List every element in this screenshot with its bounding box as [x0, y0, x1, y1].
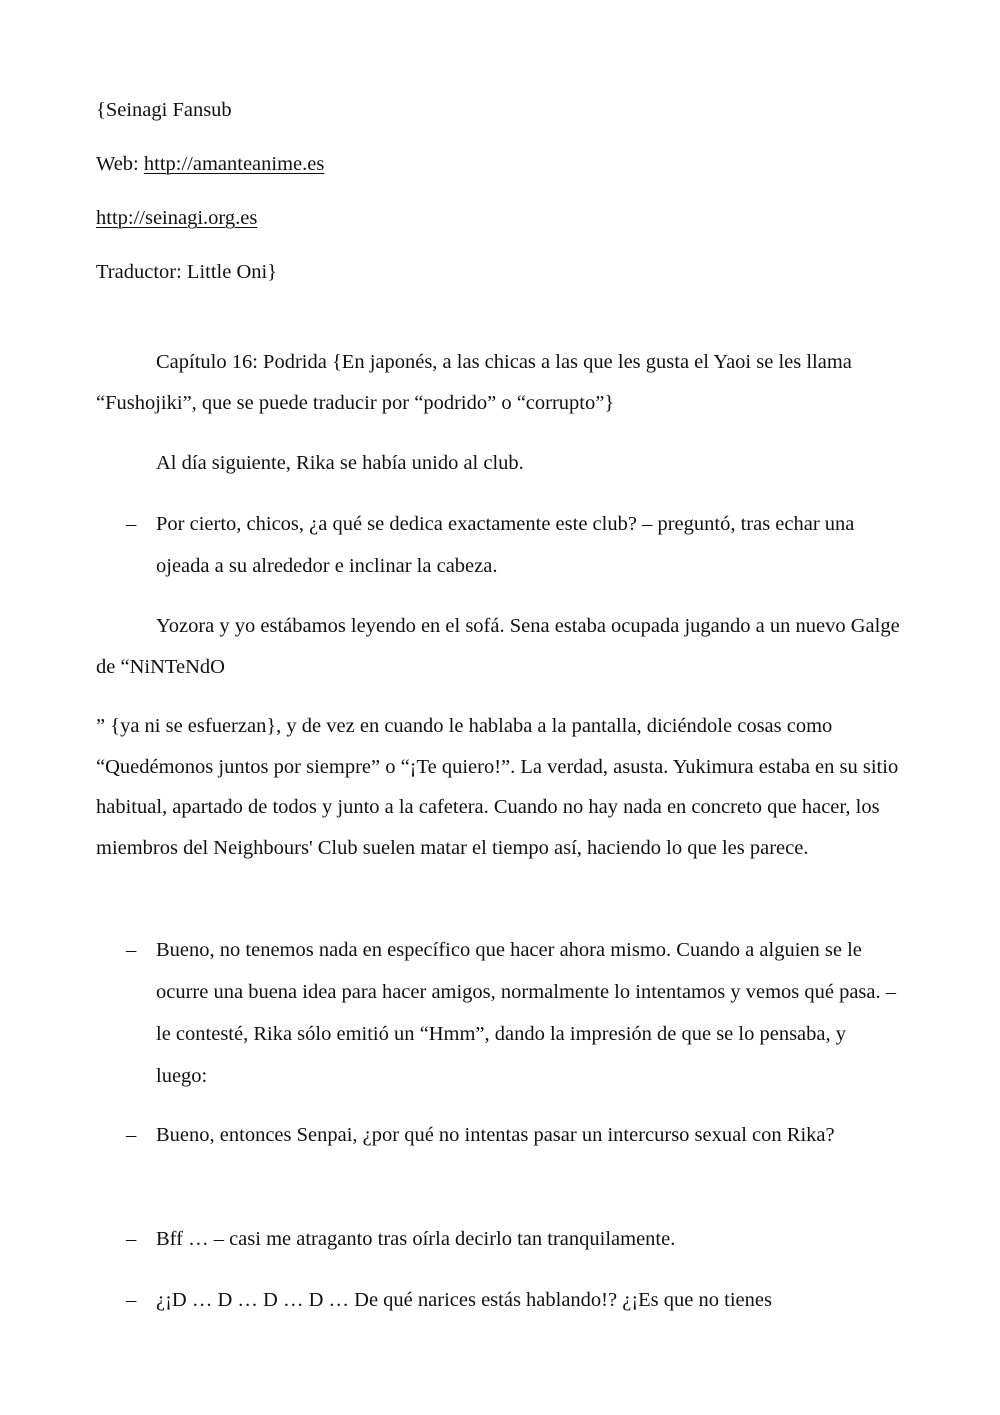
- paragraph: ” {ya ni se esfuerzan}, y de vez en cuando le hablaba a la pantalla, diciéndole cosas como “Quedémonos juntos por siempre” o “¡Te quiero!”. La verdad, asusta. Yukimura estaba en su sitio habitual, apartado de todos y junto a la cafetera. Cuando no hay nada en concreto que hacer, los miembros del Neighbours' Club suelen matar el tiempo así, haciendo lo que les parece.: [96, 715, 899, 859]
- web-link[interactable]: http://amanteanime.es: [143, 153, 325, 175]
- translator-line: Traductor: Little Oni}: [96, 261, 278, 283]
- dash-bullet: –: [126, 1228, 137, 1250]
- dash-bullet: –: [126, 1289, 137, 1311]
- dialogue-text: Bueno, entonces Senpai, ¿por qué no intentas pasar un intercurso sexual con Rika?: [156, 1124, 835, 1146]
- chapter-title: Capítulo 16: Podrida {En japonés, a las chicas a las que les gusta el Yaoi se les llama “Fushojiki”, que se puede traducir por “podrido” o “corrupto”}: [96, 351, 852, 414]
- seinagi-link[interactable]: http://seinagi.org.es: [96, 207, 258, 229]
- dialogue-text: Por cierto, chicos, ¿a qué se dedica exactamente este club? – preguntó, tras echar una ojeada a su alrededor e inclinar la cabeza.: [156, 513, 855, 577]
- dialogue-text: ¿¡D … D … D … D … De qué narices estás hablando!? ¿¡Es que no tienes: [156, 1289, 772, 1311]
- dash-bullet: –: [126, 513, 137, 535]
- paragraph: Yozora y yo estábamos leyendo en el sofá. Sena estaba ocupada jugando a un nuevo Galge de “NiNTeNdO: [96, 615, 900, 678]
- web-label: Web:: [96, 153, 144, 175]
- dialogue-text: Bueno, no tenemos nada en específico que hacer ahora mismo. Cuando a alguien se le ocurre una buena idea para hacer amigos, normalmente lo intentamos y vemos qué pasa. – le contesté, Rika sólo emitió un “Hmm”, dando la impresión de que se lo pensaba, y luego:: [156, 939, 897, 1087]
- web-line: [96, 152, 324, 176]
- paragraph: Al día siguiente, Rika se había unido al club.: [156, 452, 524, 474]
- dash-bullet: –: [126, 1124, 137, 1146]
- dialogue-text: Bff … – casi me atraganto tras oírla decirlo tan tranquilamente.: [156, 1228, 676, 1250]
- fansub-group-line: {Seinagi Fansub: [96, 99, 232, 121]
- second-link-line: [96, 206, 257, 230]
- dash-bullet: –: [126, 939, 137, 961]
